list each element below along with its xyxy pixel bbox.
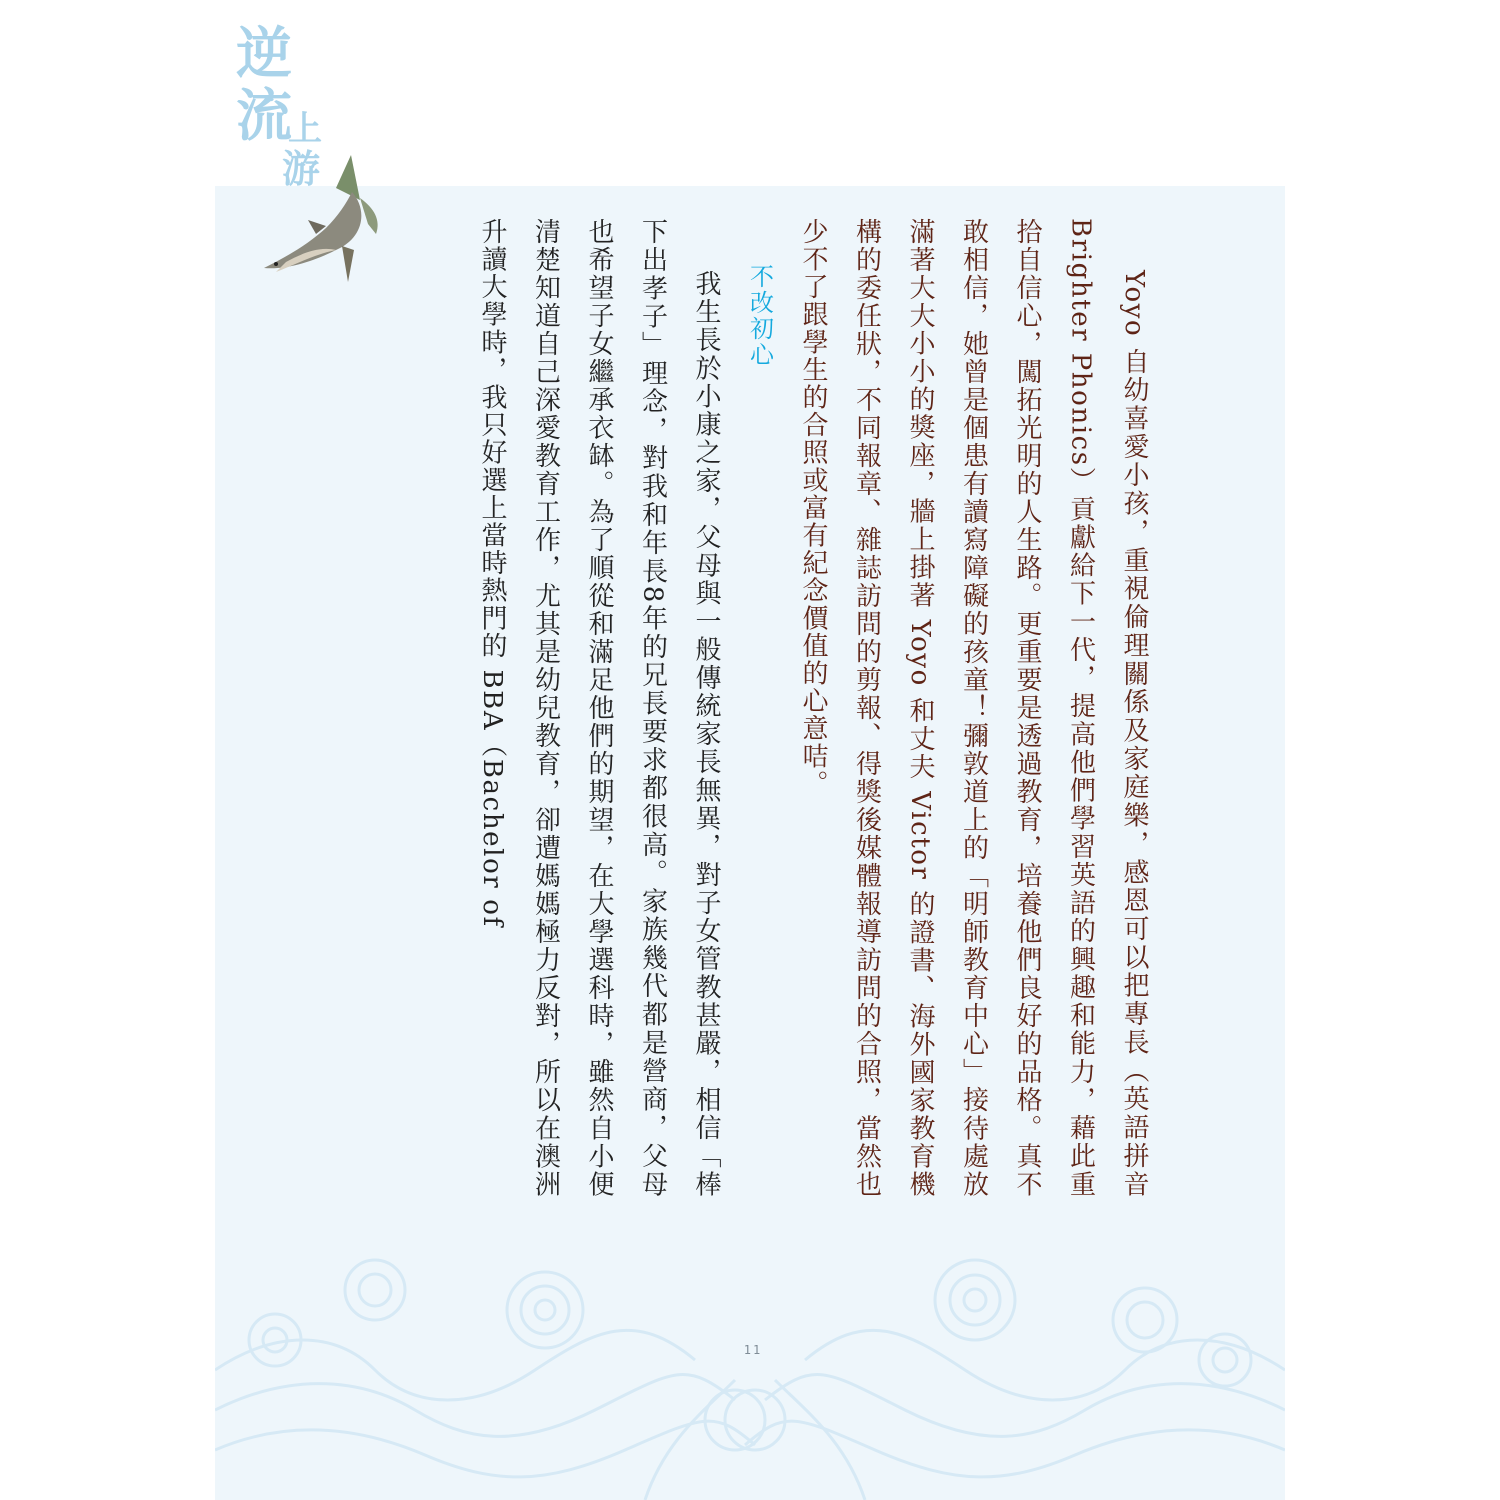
paragraph: 我生長於小康之家，父母與一般傳統家長無異，對子女管教甚嚴，相信「棒下出孝子」理念，對我和年長8年的兄長要求都很高。家族幾代都是營商，父母也希望子女繼承衣缽。為了順從和滿足他們的期望，在大學選科時，雖然自小便清楚知道自己深愛教育工作，尤其是幼兒教育，卻遭媽媽極力反對，所以在澳洲升讀大學時，我只好選上當時熱門的 BBA（Bachelor of [477, 218, 721, 1198]
paragraph: Yoyo 自幼喜愛小孩，重視倫理關係及家庭樂，感恩可以把專長（英語拼音 Brighter Phonics）貢獻給下一代，提高他們學習英語的興趣和能力，藉此重拾自信心，闖拓光明的人生路。更重要是透過教育，培養他們良好的品格。真不敢相信，她曾是個患有讀寫障礙的孩童！彌敦道上的「明師教育中心」接待處放滿著大大小小的獎座，牆上掛著 Yoyo 和丈夫 Victor 的證書、海外國家教育機構的委任狀，不同報章、雜誌訪問的剪報、得獎後媒體報導訪問的合照，當然也少不了跟學生的合照或富有紀念價值的心意咭。 [798, 218, 1149, 1198]
section-heading: 不改初心 [745, 263, 774, 368]
book-title-char-4: 游 [282, 146, 321, 191]
fish-icon [256, 146, 386, 290]
book-title-char-2: 流 [236, 83, 292, 149]
page-number: 11 [743, 1343, 763, 1357]
wave-pattern [215, 1250, 1285, 1500]
book-title-char-1: 逆 [236, 21, 292, 87]
body-text [420, 218, 1160, 1198]
book-title-char-3: 上 [288, 109, 322, 149]
